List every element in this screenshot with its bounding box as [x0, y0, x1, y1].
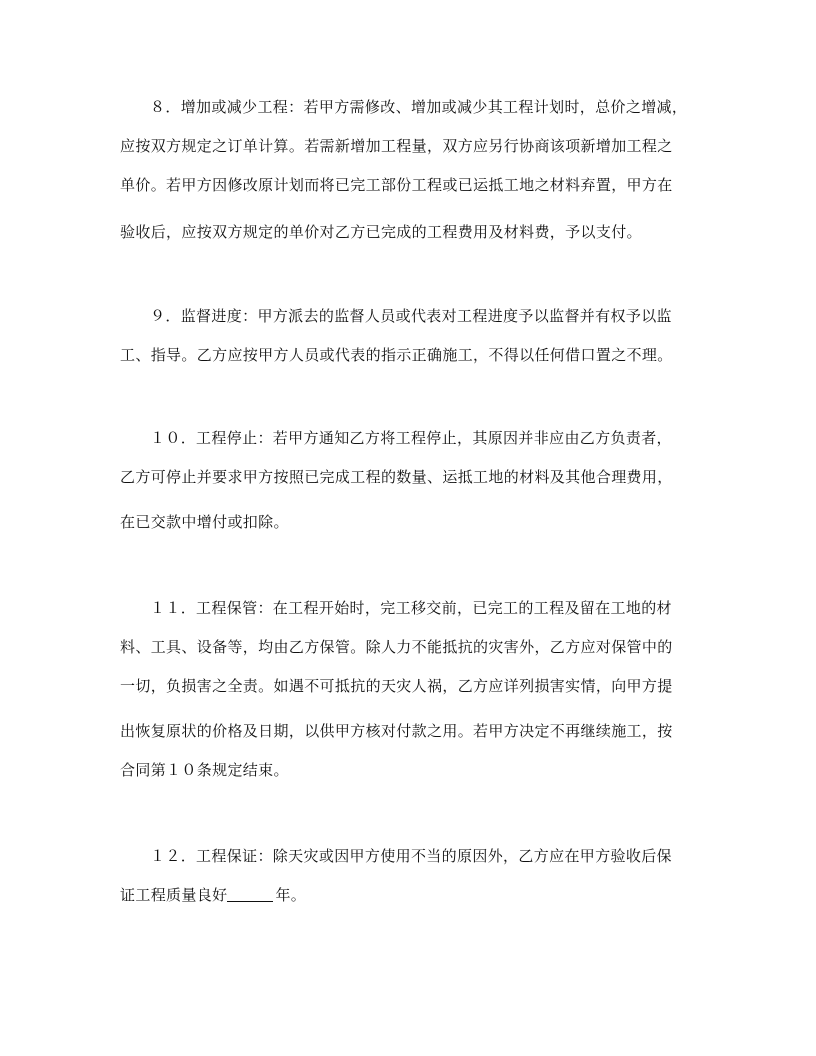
clause-12-line-1: １２．工程保证：除天灾或因甲方使用不当的原因外，乙方应在甲方验收后保	[150, 847, 672, 865]
clause-10-line-1: １０．工程停止：若甲方通知乙方将工程停止，其原因并非应由乙方负责者，	[150, 429, 672, 447]
clause-8-line-4: 验收后，应按双方规定的单价对乙方已完成的工程费用及材料费，予以支付。	[120, 223, 642, 241]
clause-11-line-3: 一切，负损害之全责。如遇不可抵抗的天灾人祸，乙方应详列损害实情，向甲方提	[120, 677, 673, 695]
clause-9-line-1: ９．监督进度：甲方派去的监督人员或代表对工程进度予以监督并有权予以监	[150, 307, 672, 325]
clause-11-line-2: 料、工具、设备等，均由乙方保管。除人力不能抵抗的灾害外，乙方应对保管中的	[120, 638, 673, 656]
clause-8-line-1: ８．增加或减少工程：若甲方需修改、增加或减少其工程计划时，总价之增减，	[150, 98, 688, 116]
clause-11-line-4: 出恢复原状的价格及日期，以供甲方核对付款之用。若甲方决定不再继续施工，按	[120, 722, 673, 740]
fill-in-blank	[227, 887, 273, 902]
clause-10-line-3: 在已交款中增付或扣除。	[120, 513, 289, 531]
clause-8-line-2: 应按双方规定之订单计算。若需新增加工程量，双方应另行协商该项新增加工程之	[120, 137, 673, 155]
clause-9-line-2: 工、指导。乙方应按甲方人员或代表的指示正确施工，不得以任何借口置之不理。	[120, 346, 673, 364]
clause-10-line-2: 乙方可停止并要求甲方按照已完成工程的数量、运抵工地的材料及其他合理费用，	[120, 468, 673, 486]
clause-12-line-2-tail: 年。	[275, 886, 307, 904]
clause-11-line-5: 合同第１０条规定结束。	[120, 761, 289, 779]
clause-12-line-2	[120, 885, 700, 905]
clause-12-line-2-text: 证工程质量良好	[120, 886, 228, 904]
clause-11-line-1: １１．工程保管：在工程开始时，完工移交前，已完工的工程及留在工地的材	[150, 599, 672, 617]
clause-8-line-3: 单价。若甲方因修改原计划而将已完工部份工程或已运抵工地之材料弃置，甲方在	[120, 176, 673, 194]
